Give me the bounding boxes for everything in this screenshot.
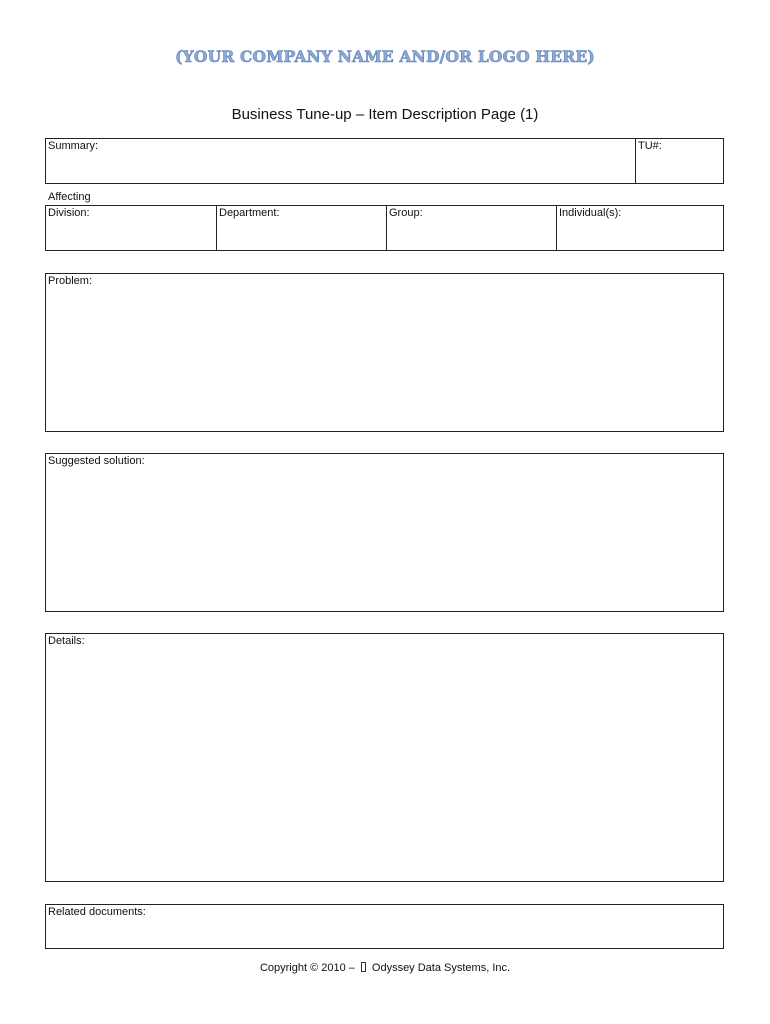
affecting-label: Affecting — [48, 191, 91, 203]
details-field[interactable] — [45, 633, 724, 882]
group-label: Group: — [389, 207, 423, 219]
odyssey-logo-icon — [361, 962, 366, 972]
individuals-label: Individual(s): — [559, 207, 622, 219]
summary-label: Summary: — [48, 140, 99, 152]
department-field[interactable] — [216, 206, 386, 250]
problem-field[interactable] — [45, 273, 724, 432]
affecting-row — [45, 205, 724, 251]
division-field[interactable] — [46, 206, 216, 250]
tu-number-field[interactable] — [635, 139, 723, 183]
company-name: Odyssey Data Systems, Inc. — [371, 962, 511, 974]
summary-row — [45, 138, 724, 184]
suggested-solution-label: Suggested solution: — [48, 455, 145, 467]
suggested-solution-field[interactable] — [45, 453, 724, 612]
page-title: Business Tune-up – Item Description Page (1) — [231, 106, 539, 123]
individuals-field[interactable] — [556, 206, 723, 250]
department-label: Department: — [219, 207, 280, 219]
summary-field[interactable] — [46, 139, 635, 183]
group-field[interactable] — [386, 206, 556, 250]
tu-number-label: TU#: — [638, 140, 662, 152]
company-logo-placeholder: (YOUR COMPANY NAME AND/OR LOGO HERE) — [175, 47, 595, 66]
details-label: Details: — [48, 635, 85, 647]
copyright-footer — [0, 962, 770, 974]
related-documents-label: Related documents: — [48, 906, 146, 918]
copyright-text: Copyright © 2010 – — [259, 962, 355, 974]
related-documents-field[interactable] — [45, 904, 724, 949]
division-label: Division: — [48, 207, 90, 219]
problem-label: Problem: — [48, 275, 93, 287]
